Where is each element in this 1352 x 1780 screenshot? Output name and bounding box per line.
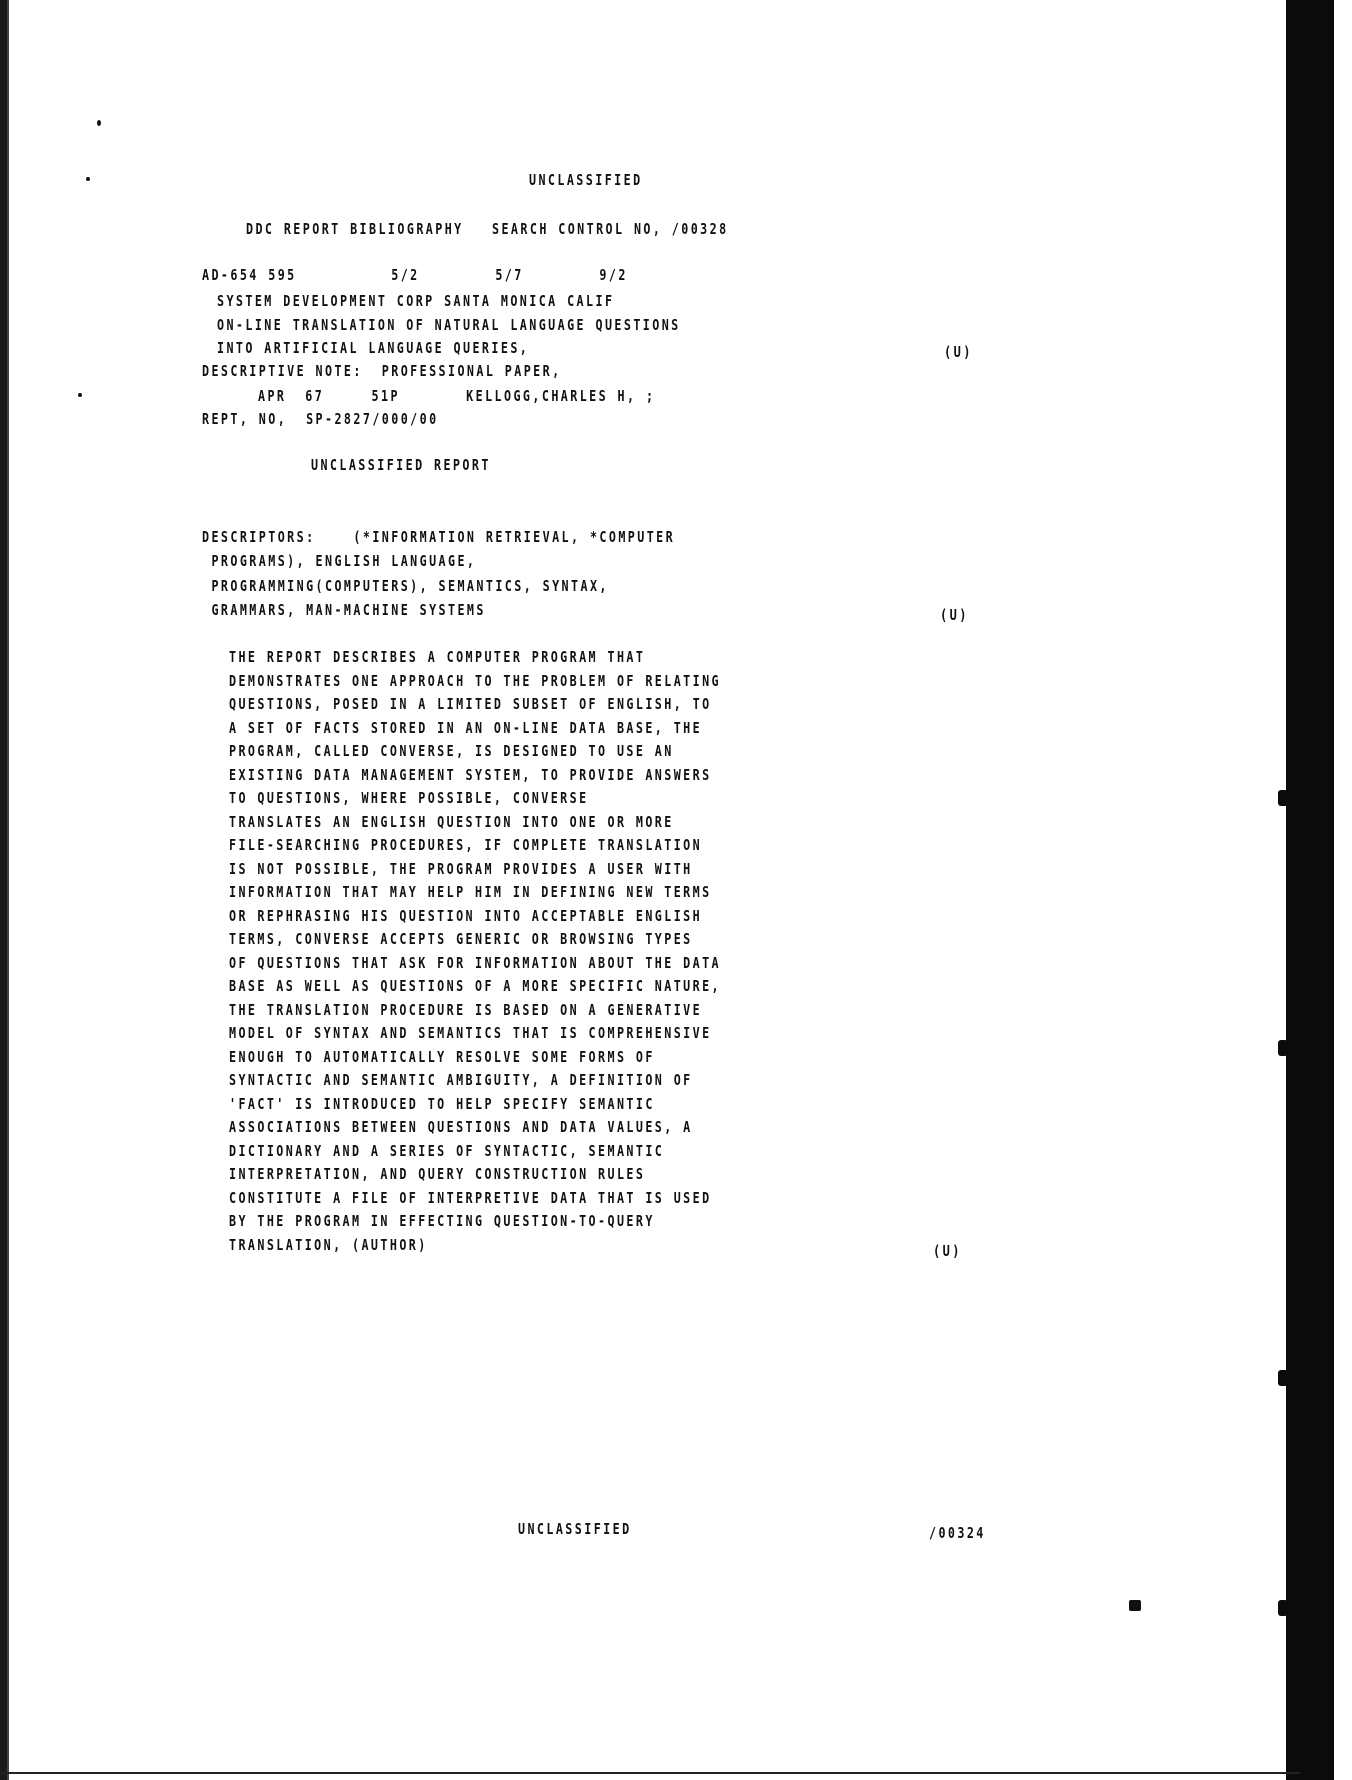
classification-mark: (U)	[944, 343, 973, 361]
abstract-line: FILE-SEARCHING PROCEDURES, IF COMPLETE TRANSLATION	[229, 836, 703, 854]
scan-speck	[97, 120, 101, 126]
corporate-author: SYSTEM DEVELOPMENT CORP SANTA MONICA CALIF	[217, 292, 615, 310]
abstract-line: ASSOCIATIONS BETWEEN QUESTIONS AND DATA VALUES, A	[229, 1118, 693, 1136]
abstract-line: EXISTING DATA MANAGEMENT SYSTEM, TO PROVIDE ANSWERS	[229, 766, 712, 784]
classification-mark: (U)	[940, 606, 969, 624]
abstract-line: CONSTITUTE A FILE OF INTERPRETIVE DATA THAT IS USED	[229, 1189, 712, 1207]
classification-mark: (U)	[933, 1242, 962, 1260]
report-classification: UNCLASSIFIED REPORT	[311, 456, 491, 474]
abstract-line: A SET OF FACTS STORED IN AN ON-LINE DATA BASE, THE	[229, 719, 703, 737]
control-number-footer: /00324	[929, 1524, 986, 1542]
abstract-line: TRANSLATION, (AUTHOR)	[229, 1236, 428, 1254]
abstract-line: DEMONSTRATES ONE APPROACH TO THE PROBLEM OF RELATING	[229, 672, 722, 690]
abstract-line: TRANSLATES AN ENGLISH QUESTION INTO ONE OR MORE	[229, 813, 674, 831]
abstract-line: THE TRANSLATION PROCEDURE IS BASED ON A GENERATIVE	[229, 1001, 703, 1019]
scan-notch	[1278, 1600, 1288, 1616]
descriptors-line: PROGRAMMING(COMPUTERS), SEMANTICS, SYNTAX,	[202, 577, 609, 595]
abstract-line: TO QUESTIONS, WHERE POSSIBLE, CONVERSE	[229, 789, 589, 807]
abstract-line: BASE AS WELL AS QUESTIONS OF A MORE SPECIFIC NATURE,	[229, 977, 722, 995]
report-number: REPT, NO, SP-2827/000/00	[202, 410, 439, 428]
title-line: INTO ARTIFICIAL LANGUAGE QUERIES,	[217, 339, 530, 357]
scan-edge-left	[0, 0, 12, 1780]
abstract-line: SYNTACTIC AND SEMANTIC AMBIGUITY, A DEFINITION OF	[229, 1071, 693, 1089]
classification-header: UNCLASSIFIED	[529, 171, 643, 189]
scan-notch	[1278, 1040, 1288, 1056]
descriptors-line: PROGRAMS), ENGLISH LANGUAGE,	[202, 552, 477, 570]
descriptive-note: DESCRIPTIVE NOTE: PROFESSIONAL PAPER,	[202, 362, 562, 380]
scan-speck	[1129, 1600, 1141, 1611]
abstract-line: QUESTIONS, POSED IN A LIMITED SUBSET OF ENGLISH, TO	[229, 695, 712, 713]
date-author-line: APR 67 51P KELLOGG,CHARLES H, ;	[258, 387, 656, 405]
scan-line-bottom	[0, 1772, 1300, 1774]
descriptors-line: DESCRIPTORS: (*INFORMATION RETRIEVAL, *COMPUTER	[202, 528, 676, 546]
descriptors-line: GRAMMARS, MAN-MACHINE SYSTEMS	[202, 601, 486, 619]
classification-footer: UNCLASSIFIED	[518, 1520, 632, 1538]
abstract-line: OR REPHRASING HIS QUESTION INTO ACCEPTABLE ENGLISH	[229, 907, 703, 925]
abstract-line: PROGRAM, CALLED CONVERSE, IS DESIGNED TO USE AN	[229, 742, 674, 760]
abstract-line: 'FACT' IS INTRODUCED TO HELP SPECIFY SEMANTIC	[229, 1095, 655, 1113]
scan-speck	[86, 177, 90, 181]
abstract-line: TERMS, CONVERSE ACCEPTS GENERIC OR BROWSING TYPES	[229, 930, 693, 948]
bibliography-title: DDC REPORT BIBLIOGRAPHY SEARCH CONTROL NO, /00328	[246, 220, 729, 238]
abstract-line: BY THE PROGRAM IN EFFECTING QUESTION-TO-QUERY	[229, 1212, 655, 1230]
ad-number-line: AD-654 595 5/2 5/7 9/2	[202, 266, 628, 284]
abstract-line: MODEL OF SYNTAX AND SEMANTICS THAT IS COMPREHENSIVE	[229, 1024, 712, 1042]
scan-edge-right	[1286, 0, 1334, 1780]
abstract-line: DICTIONARY AND A SERIES OF SYNTACTIC, SEMANTIC	[229, 1142, 665, 1160]
scan-notch	[1278, 790, 1288, 806]
abstract-line: ENOUGH TO AUTOMATICALLY RESOLVE SOME FORMS OF	[229, 1048, 655, 1066]
abstract-line: INFORMATION THAT MAY HELP HIM IN DEFINING NEW TERMS	[229, 883, 712, 901]
title-line: ON-LINE TRANSLATION OF NATURAL LANGUAGE QUESTIONS	[217, 316, 681, 334]
abstract-line: IS NOT POSSIBLE, THE PROGRAM PROVIDES A USER WITH	[229, 860, 693, 878]
abstract-line: INTERPRETATION, AND QUERY CONSTRUCTION RULES	[229, 1165, 646, 1183]
scan-speck	[78, 393, 82, 397]
abstract-line: OF QUESTIONS THAT ASK FOR INFORMATION ABOUT THE DATA	[229, 954, 722, 972]
scan-notch	[1278, 1370, 1288, 1386]
abstract-line: THE REPORT DESCRIBES A COMPUTER PROGRAM THAT	[229, 648, 646, 666]
